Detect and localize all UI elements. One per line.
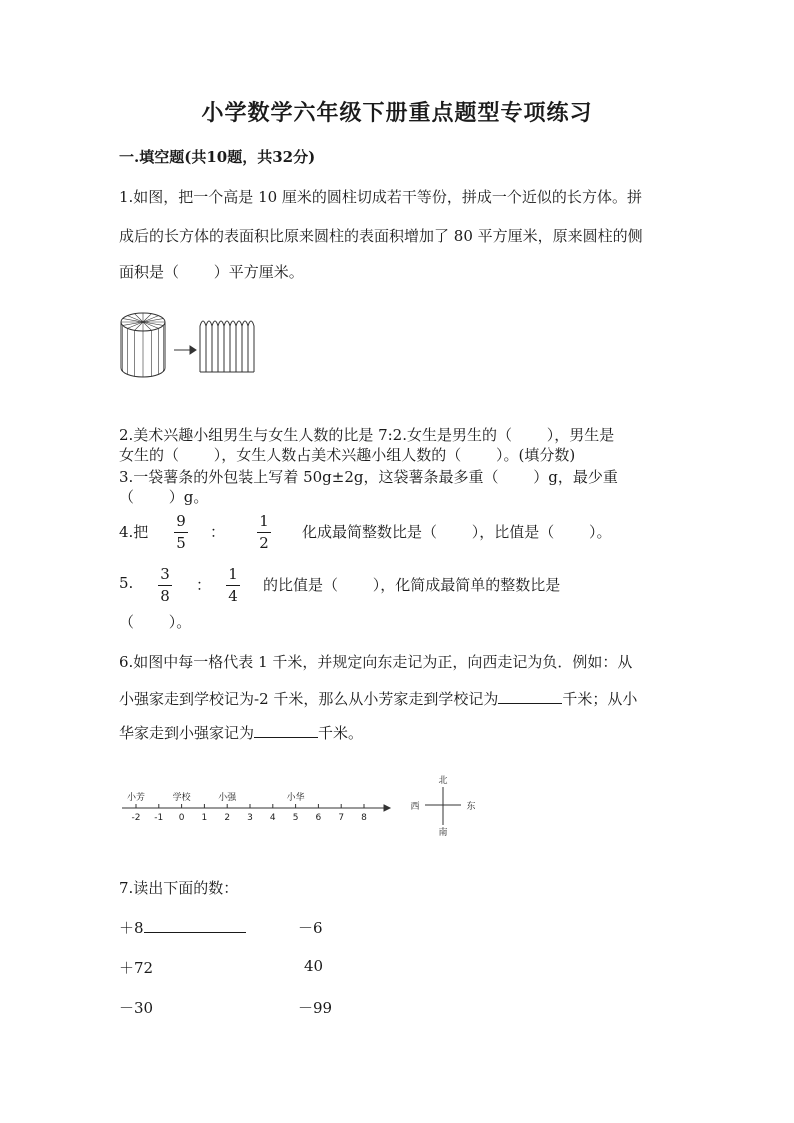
q5-prefix: 5. [119,574,134,592]
fraction-bar [257,532,271,533]
q3-line2: （ ）g。 [119,488,209,506]
section-heading: 一.填空题(共10题，共32分) [119,148,316,166]
cuboid-figure [200,321,254,372]
q4-fraction-2-numerator: 1 [259,512,269,530]
q5-colon: ： [196,576,212,594]
q7-item-plus72: ＋72 [119,959,154,977]
q6-line2 [119,688,637,709]
tick-label: 2 [224,813,231,823]
q4-colon: ： [210,523,226,541]
q6-line3-text-a: 华家走到小强家记为 [119,724,255,742]
fraction-bar [174,532,188,533]
q5-fraction-1-denominator: 8 [160,587,170,605]
tick-label: 6 [315,813,322,823]
tick-label: 4 [269,813,276,823]
tick-label: 8 [361,813,367,823]
compass-east-label: 东 [466,802,476,812]
q4-fraction-1-denominator: 5 [176,534,186,552]
q2-line2: 女生的（ ），女生人数占美术兴趣小组人数的（ ）。(填分数) [119,446,576,464]
tick-label: 5 [292,813,299,823]
tick-label: 7 [338,813,345,823]
q1-line2: 成后的长方体的表面积比原来圆柱的表面积增加了 80 平方厘米，原来圆柱的侧 [119,227,643,245]
q5-suffix: 的比值是（ ），化简成最简单的整数比是 [263,576,561,594]
place-label: 小芳 [126,793,146,803]
q4-fraction-1-numerator: 9 [176,512,186,530]
q6-line2-text-b: 千米；从小 [562,690,638,708]
q7-item-40: 40 [304,957,324,975]
place-label: 学校 [172,793,191,803]
page-title: 小学数学六年级下册重点题型专项练习 [201,100,593,126]
cylinder-figure [121,313,165,377]
place-label: 小强 [218,793,237,803]
fraction-bar [158,585,172,586]
tick-label: -2 [131,813,141,823]
tick-label: 1 [201,813,208,823]
q4-fraction-2 [257,513,271,552]
q7-item-minus6: －6 [298,919,323,937]
q5-fraction-1-numerator: 3 [160,565,170,583]
q5-fraction-1 [158,566,172,605]
q7-item-plus8 [119,917,246,938]
q4-fraction-1 [174,513,188,552]
q6-line2-text-a: 小强家走到学校记为-2 千米，那么从小芳家走到学校记为 [119,690,499,708]
tick-label: 3 [247,813,253,823]
q5-fraction-2-numerator: 1 [228,565,238,583]
q3-line1: 3.一袋薯条的外包装上写着 50g±2g，这袋薯条最多重（ ）g，最少重 [119,468,618,486]
q1-line1: 1.如图，把一个高是 10 厘米的圆柱切成若干等份，拼成一个近似的长方体。拼 [119,188,642,206]
q5-fraction-2-denominator: 4 [228,587,238,605]
number-plus-8: ＋8 [119,919,144,937]
tick-label: 0 [178,813,185,823]
q7-item-minus30: －30 [119,999,154,1017]
q6-line3-text-b: 千米。 [318,724,364,742]
fraction-bar [226,585,240,586]
q2-line1: 2.美术兴趣小组男生与女生人数的比是 7:2.女生是男生的（ ），男生是 [119,426,615,444]
answer-blank[interactable] [254,737,318,738]
q6-line3 [119,722,363,743]
q1-line3: 面积是（ ）平方厘米。 [119,263,304,281]
number-line-figure [118,770,498,840]
place-label: 小华 [286,793,305,803]
q4-suffix: 化成最简整数比是（ ），比值是（ ）。 [302,523,612,541]
compass-figure [410,774,475,838]
q7-item-minus99: －99 [298,999,333,1017]
arrow-figure [174,346,196,354]
compass-north-label: 北 [438,776,448,786]
q4-prefix: 4.把 [119,523,149,541]
cylinder-to-cuboid-figure [118,306,268,384]
tick-label: -1 [154,813,164,823]
answer-blank[interactable] [498,703,562,704]
q5-fraction-2 [226,566,240,605]
compass-south-label: 南 [438,828,448,838]
q6-line1: 6.如图中每一格代表 1 千米，并规定向东走记为正，向西走记为负．例如：从 [119,653,633,671]
answer-blank[interactable] [144,932,246,933]
q7-title: 7.读出下面的数： [119,879,239,897]
compass-west-label: 西 [410,802,420,812]
q5-line2: （ ）。 [119,613,192,631]
q4-fraction-2-denominator: 2 [259,534,269,552]
